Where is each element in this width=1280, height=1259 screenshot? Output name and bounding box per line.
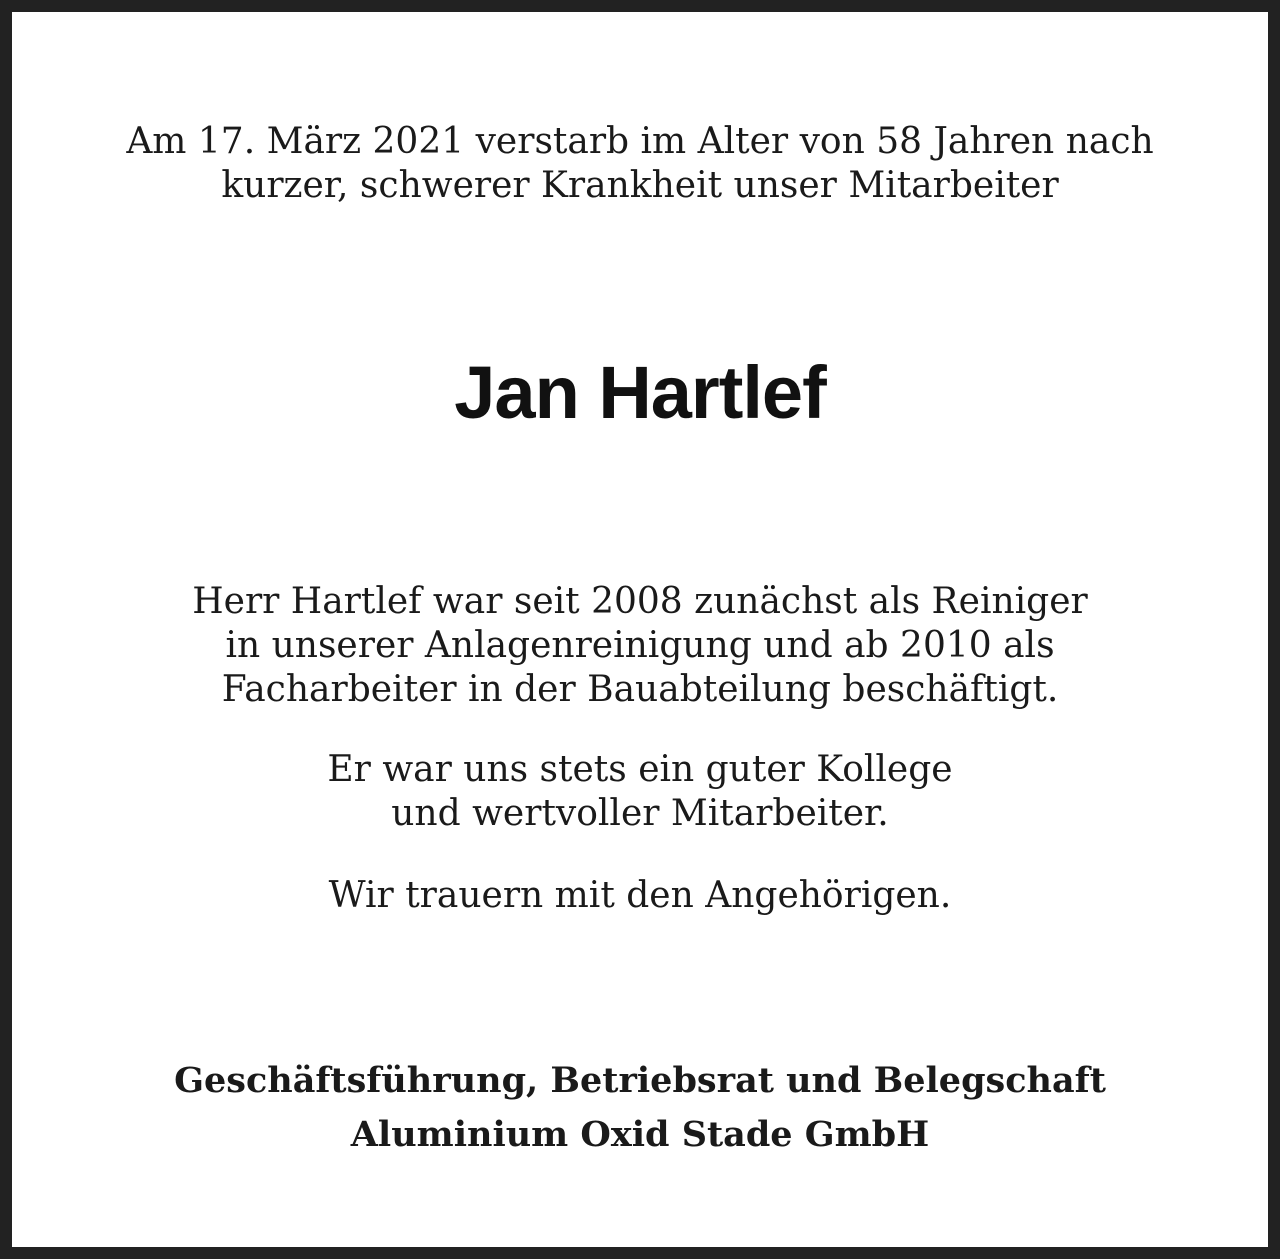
bio-line-1: Herr Hartlef war seit 2008 zunächst als Reiniger	[192, 581, 1088, 622]
intro-line-2: kurzer, schwerer Krankheit unser Mitarbeiter	[221, 165, 1059, 206]
bio-line-3: Facharbeiter in der Bauabteilung beschäftigt.	[221, 669, 1059, 710]
signature	[12, 1054, 1268, 1162]
mourning-line: Wir trauern mit den Angehörigen.	[328, 875, 952, 916]
intro-line-1: Am 17. März 2021 verstarb im Alter von 58 Jahren nach	[126, 121, 1154, 162]
mourning-text	[12, 874, 1268, 918]
deceased-name: Jan Hartlef	[454, 351, 826, 434]
intro-text	[12, 120, 1268, 208]
signature-line-1: Geschäftsführung, Betriebsrat und Belegschaft	[174, 1060, 1106, 1101]
bio-line-2: in unserer Anlagenreinigung und ab 2010 als	[225, 625, 1055, 666]
tribute-line-1: Er war uns stets ein guter Kollege	[327, 749, 953, 790]
tribute-text	[12, 748, 1268, 836]
biography-text	[12, 580, 1268, 712]
tribute-line-2: und wertvoller Mitarbeiter.	[391, 793, 889, 834]
signature-company: Aluminium Oxid Stade GmbH	[350, 1114, 930, 1155]
